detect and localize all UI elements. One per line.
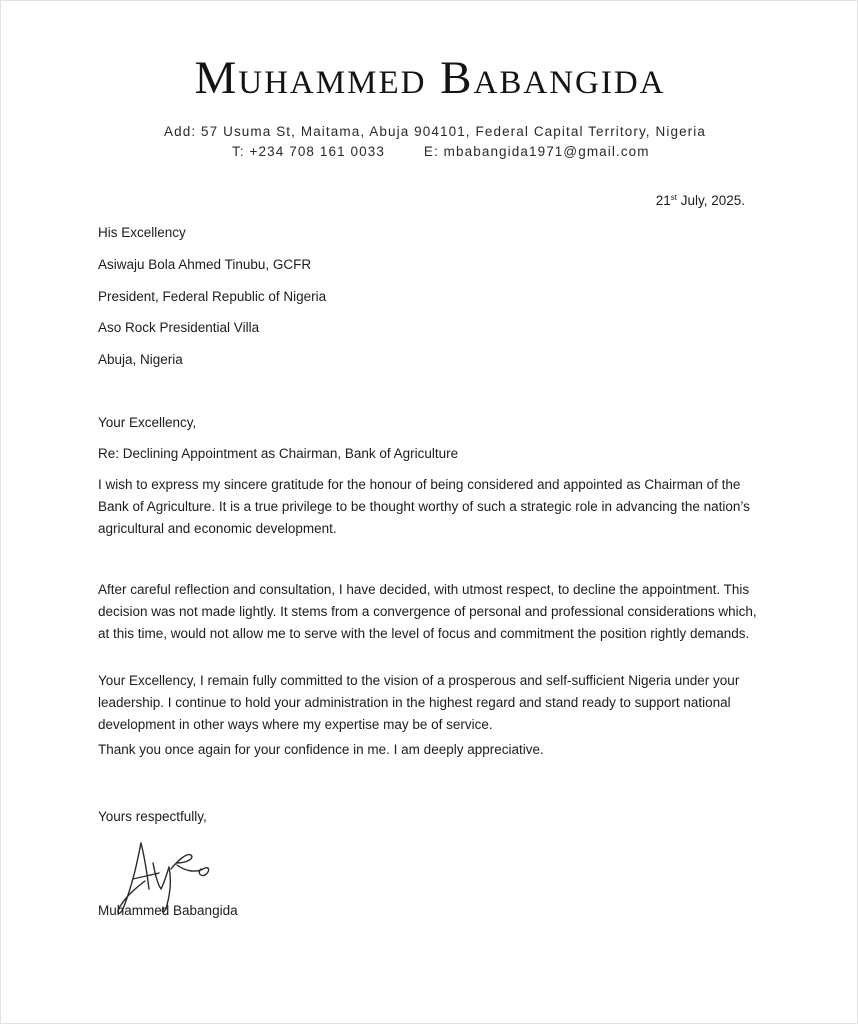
- recipient-title: His Excellency: [98, 225, 186, 240]
- date-day: 21: [655, 193, 671, 208]
- recipient-address: Aso Rock Presidential Villa: [98, 320, 260, 335]
- subject-line: Re: Declining Appointment as Chairman, Bank of Agriculture: [98, 446, 459, 461]
- letterhead-name: Muhammed Babangida: [194, 52, 666, 104]
- date-rest: July, 2025.: [676, 193, 745, 208]
- signer-name: Muhammed Babangida: [98, 903, 238, 918]
- closing: Yours respectfully,: [98, 809, 207, 824]
- recipient-city: Abuja, Nigeria: [98, 352, 183, 367]
- recipient-position: President, Federal Republic of Nigeria: [98, 289, 327, 304]
- body-paragraph-2: After careful reflection and consultation, I have decided, with utmost respect, to decline the appointment. This decision was not made lightly. It stems from a convergence of personal and professional considerations which, at this time, would not allow me to serve with the level of focus and commitment the position rightly demands.: [98, 582, 757, 641]
- salutation: Your Excellency,: [98, 415, 197, 430]
- body-paragraph-3: Your Excellency, I remain fully committed to the vision of a prosperous and self-sufficient Nigeria under your leadership. I continue to hold your administration in the highest regard and stand ready to support national development in other ways where my expertise may be of service.: [98, 673, 740, 732]
- body-paragraph-1: I wish to express my sincere gratitude for the honour of being considered and appointed as Chairman of the Bank of Agriculture. It is a true privilege to be thought worthy of such a strategic role in advancing the nation’s agricultural and economic development.: [98, 477, 750, 536]
- date-suffix: st: [670, 193, 677, 202]
- letterhead-address: Add: 57 Usuma St, Maitama, Abuja 904101, Federal Capital Territory, Nigeria: [164, 124, 706, 139]
- recipient-name: Asiwaju Bola Ahmed Tinubu, GCFR: [98, 257, 312, 272]
- letterhead-email: E: mbabangida1971@gmail.com: [423, 144, 650, 159]
- letterhead-phone: T: +234 708 161 0033: [232, 144, 385, 159]
- letterhead-contact: [232, 144, 650, 159]
- body-paragraph-4: Thank you once again for your confidence in me. I am deeply appreciative.: [98, 742, 544, 757]
- letter-date: [656, 193, 745, 208]
